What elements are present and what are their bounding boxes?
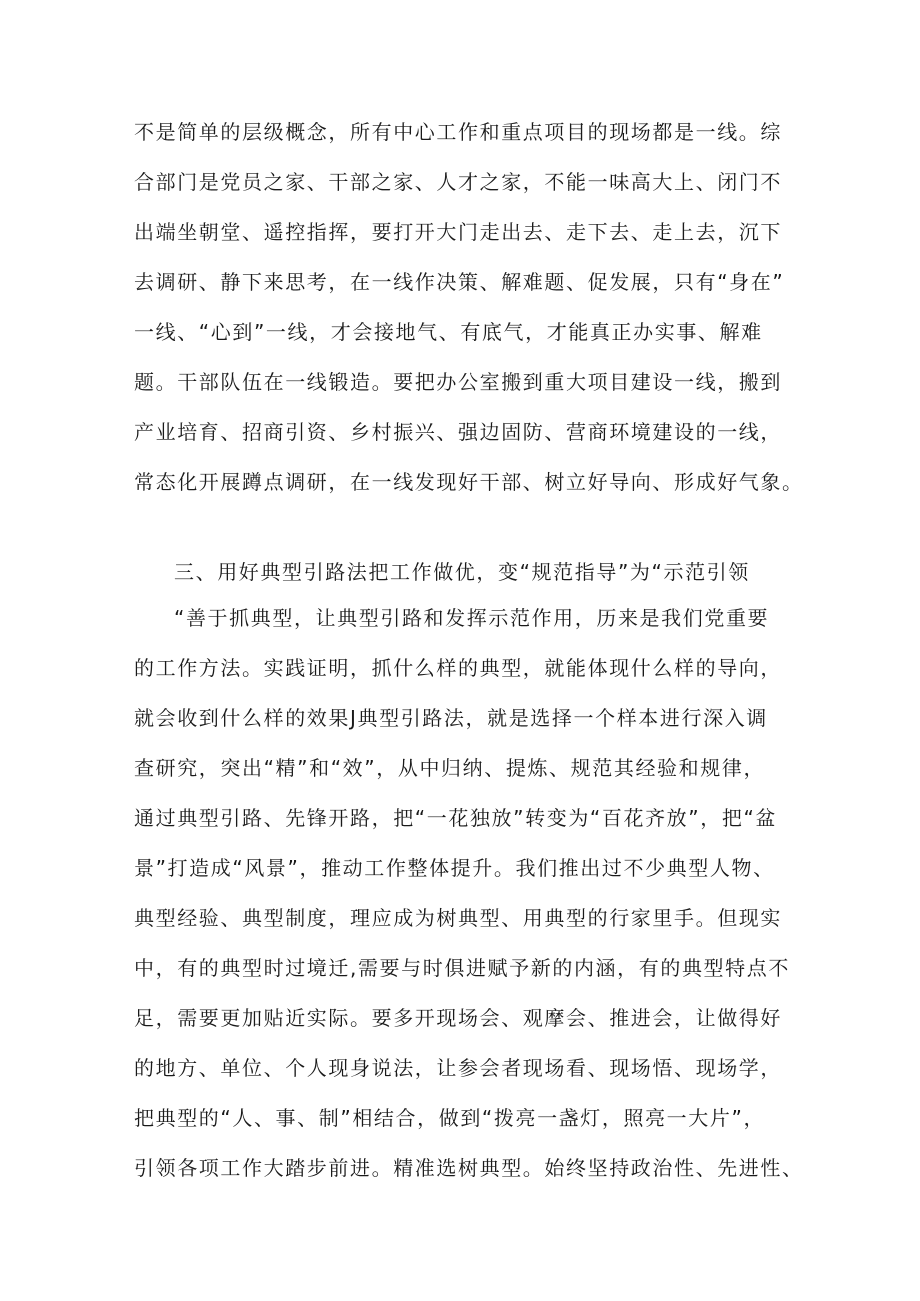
- text-line: 景”打造成“风景”，推动工作整体提升。我们推出过不少典型人物、: [134, 856, 775, 880]
- text-line: 通过典型引路、先锋开路，把“一花独放”转变为“百花齐放”，把“盆: [134, 806, 778, 830]
- text-line: 题。干部队伍在一线锻造。要把办公室搬到重大项目建设一线，搬到: [134, 370, 782, 394]
- text-line: 去调研、静下来思考，在一线作决策、解难题、促发展，只有“身在”: [134, 270, 785, 294]
- text-line: 引领各项工作大踏步前进。精准选树典型。始终坚持政治性、先进性、: [134, 1156, 804, 1180]
- text-line: 出端坐朝堂、遥控指挥，要打开大门走出去、走下去、走上去，沉下: [134, 220, 782, 244]
- section-heading: 三、用好典型引路法把工作做优，变“规范指导”为“示范引领: [174, 560, 750, 584]
- text-line: 一线、“心到”一线，才会接地气、有底气，才能真正办实事、解难: [134, 320, 763, 344]
- text-line: 的工作方法。实践证明，抓什么样的典型，就能体现什么样的导向，: [134, 656, 782, 680]
- text-line: 把典型的“人、事、制”相结合，做到“拨亮一盏灯，照亮一大片”，: [134, 1106, 766, 1130]
- text-line: 产业培育、招商引资、乡村振兴、强边固防、营商环境建设的一线，: [134, 420, 782, 444]
- text-line: 的地方、单位、个人现身说法，让参会者现场看、现场悟、现场学，: [134, 1056, 782, 1080]
- text-line: 合部门是党员之家、干部之家、人才之家，不能一味高大上、闭门不: [134, 170, 782, 194]
- text-line: 查研究，突出“精”和“效”，从中归纳、提炼、规范其经验和规律，: [134, 756, 766, 780]
- text-line: 就会收到什么样的效果J典型引路法，就是选择一个样本进行深入调: [134, 706, 768, 730]
- text-line: “善于抓典型，让典型引路和发挥示范作用，历来是我们党重要: [174, 606, 770, 630]
- text-line: 足，需要更加贴近实际。要多开现场会、观摩会、推进会，让做得好: [134, 1006, 782, 1030]
- text-line: 中，有的典型时过境迁,需要与时俱进赋予新的内涵，有的典型特点不: [134, 956, 790, 980]
- text-line: 典型经验、典型制度，理应成为树典型、用典型的行家里手。但现实: [134, 906, 782, 930]
- text-line: 不是简单的层级概念，所有中心工作和重点项目的现场都是一线。综: [134, 120, 782, 144]
- text-line: 常态化开展蹲点调研，在一线发现好干部、树立好导向、形成好气象。: [134, 470, 804, 494]
